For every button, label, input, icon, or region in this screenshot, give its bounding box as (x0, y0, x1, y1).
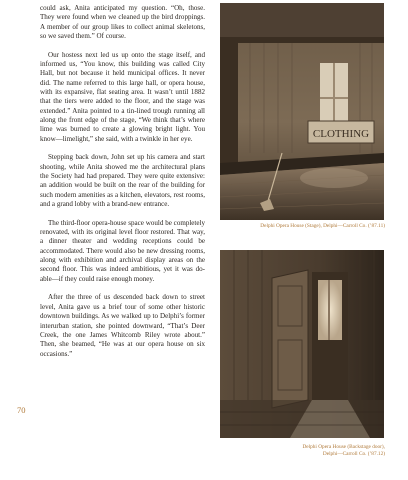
stage-photo-caption: Delphi Opera House (Stage), Delphi—Carroll Co. (’87.11) (260, 223, 385, 229)
backstage-photo (220, 250, 384, 438)
backstage-photo-caption (205, 444, 385, 458)
backstage-caption-line-2: Delphi—Carroll Co. (’87.12) (322, 451, 385, 457)
clothing-sign-text: CLOTHING (312, 128, 370, 140)
body-text-column (40, 4, 205, 368)
backstage-photo-image (220, 250, 384, 438)
paragraph-5: After the three of us descended back down to street level, Anita gave us a brief tour of some other historic downtown buildings. As we walked up to Delphi’s former interurban station, she pointed downward, “That’s Deer Creek, the one James Whitcomb Riley wrote about.” Then, she beamed, “He was at our opera house on six occasions.” (40, 293, 205, 358)
paragraph-3: Stepping back down, John set up his camera and start shooting, while Anita showed me the architectural plans the Society had had prepared. They were quite extensive: an addition would be built on the rear of the building for such modern amenities as a kitchen, elevators, rest rooms, and a grand lobby with a brand-new entrance. (40, 153, 205, 209)
stage-photo-image (220, 3, 384, 220)
paragraph-1: could ask, Anita anticipated my question. “Oh, those. They were found when we cleaned up the bird droppings. A member of our group likes to collect animal skeletons, so we saved them.” Of course. (40, 4, 205, 41)
page-number: 70 (17, 405, 26, 415)
paragraph-4: The third-floor opera-house space would be completely renovated, with its original level floor restored. That way, a dinner theater and wedding receptions could be accommodated. There would also be new dressing rooms, along with exhibition and archival display areas on the second floor. This was indeed ambitious, yet it was do-able—if they could raise enough money. (40, 218, 205, 283)
paragraph-2: Our hostess next led us up onto the stage itself, and informed us, “You know, this building was called City Hall, but not because it held municipal offices. It never did. The name referred to this large hall, or opera house, with its expansive, flat seating area. It wasn’t until 1882 that the tiers were added to the floor, and the stage was extended.” Anita pointed to a tin-lined trough running all along the front edge of the stage, “We think that’s where lime was burned to create a glowing bright light. You know—limelight,” she said, with a twinkle in her eye. (40, 50, 205, 143)
backstage-caption-line-1: Delphi Opera House (Backstage door), (302, 444, 385, 450)
stage-photo (220, 3, 384, 220)
